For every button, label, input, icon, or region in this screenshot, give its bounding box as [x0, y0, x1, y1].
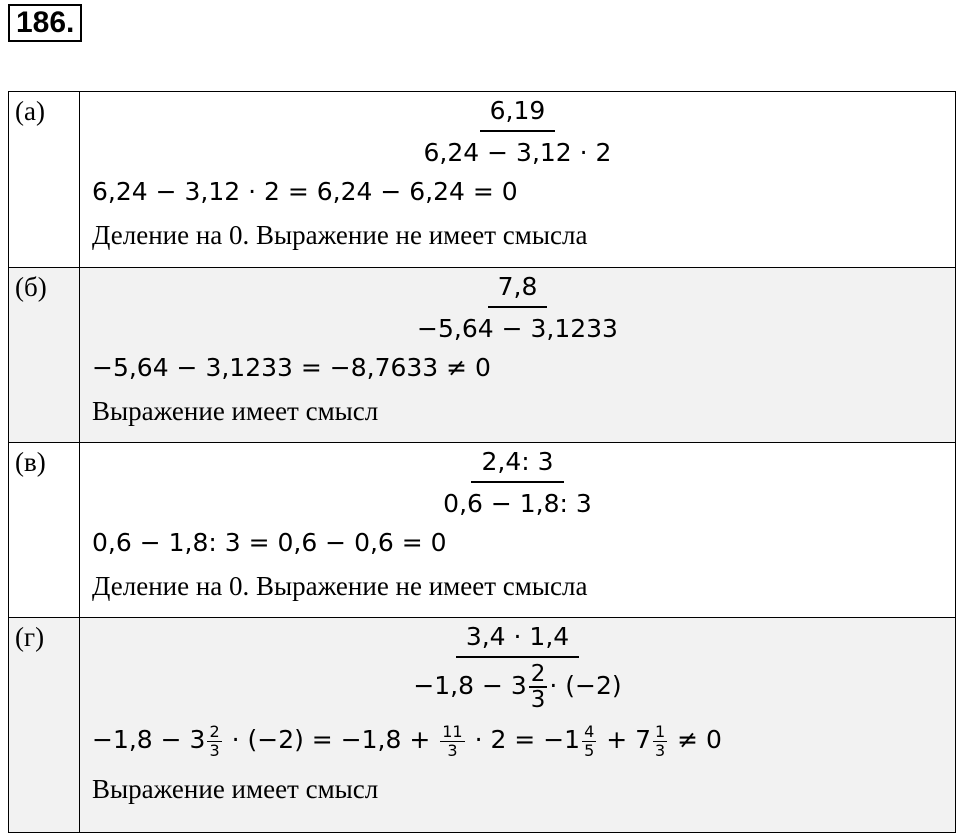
fraction-expression [92, 94, 943, 170]
denominator [403, 658, 631, 712]
denominator: 0,6 − 1,8: 3 [443, 489, 592, 518]
calc-part: −1,8 − 3 [92, 725, 206, 754]
fraction-expression [92, 270, 943, 346]
fraction-expression [92, 445, 943, 521]
solution-table [8, 91, 956, 833]
table-row [9, 92, 956, 268]
conclusion: Выражение имеет смысл [92, 396, 379, 426]
fraction-denominator: 3 [209, 740, 220, 760]
table-row [9, 618, 956, 833]
numerator: 2,4: 3 [471, 445, 563, 483]
fraction-numerator: 11 [442, 721, 463, 741]
calculation: 6,24 − 3,12 · 2 = 6,24 − 6,24 = 0 [92, 177, 518, 206]
fraction-numerator: 2 [209, 721, 220, 741]
fraction-denominator: 3 [530, 687, 546, 713]
fraction-denominator: 5 [584, 740, 595, 760]
fraction-numerator: 2 [530, 661, 546, 687]
small-fraction [440, 723, 464, 760]
row-content [80, 618, 956, 833]
fraction-numerator: 1 [655, 721, 666, 741]
row-label: (в) [9, 443, 80, 618]
row-label: (г) [9, 618, 80, 833]
numerator: 7,8 [488, 270, 548, 308]
small-fraction [653, 723, 667, 760]
denominator: −5,64 − 3,1233 [417, 314, 618, 343]
conclusion: Деление на 0. Выражение не имеет смысла [92, 220, 588, 250]
denominator-part: −1,8 − 3 [413, 671, 527, 700]
fraction-numerator: 4 [584, 721, 595, 741]
denominator-part: · (−2) [549, 671, 622, 700]
fraction-expression [92, 620, 943, 712]
conclusion: Деление на 0. Выражение не имеет смысла [92, 571, 588, 601]
fraction-denominator: 3 [447, 740, 458, 760]
calc-part: · 2 = −1 [474, 725, 581, 754]
row-content [80, 92, 956, 268]
small-fraction [582, 723, 596, 760]
table-row [9, 268, 956, 443]
row-content [80, 268, 956, 443]
problem-number: 186. [8, 4, 82, 42]
row-content [80, 443, 956, 618]
denominator: 6,24 − 3,12 · 2 [423, 138, 612, 167]
row-label: (б) [9, 268, 80, 443]
fraction-denominator: 3 [655, 740, 666, 760]
conclusion: Выражение имеет смысл [92, 774, 379, 804]
numerator: 3,4 · 1,4 [456, 620, 579, 658]
small-fraction [207, 723, 221, 760]
table-row [9, 443, 956, 618]
numerator: 6,19 [480, 94, 556, 132]
calculation [92, 712, 943, 768]
calculation: −5,64 − 3,1233 = −8,7633 ≠ 0 [92, 353, 491, 382]
calculation: 0,6 − 1,8: 3 = 0,6 − 0,6 = 0 [92, 528, 447, 557]
calc-part: + 7 [606, 725, 652, 754]
row-label: (а) [9, 92, 80, 268]
mixed-fraction [529, 662, 548, 712]
calc-part: ≠ 0 [677, 725, 722, 754]
calc-part: · (−2) = −1,8 + [231, 725, 431, 754]
